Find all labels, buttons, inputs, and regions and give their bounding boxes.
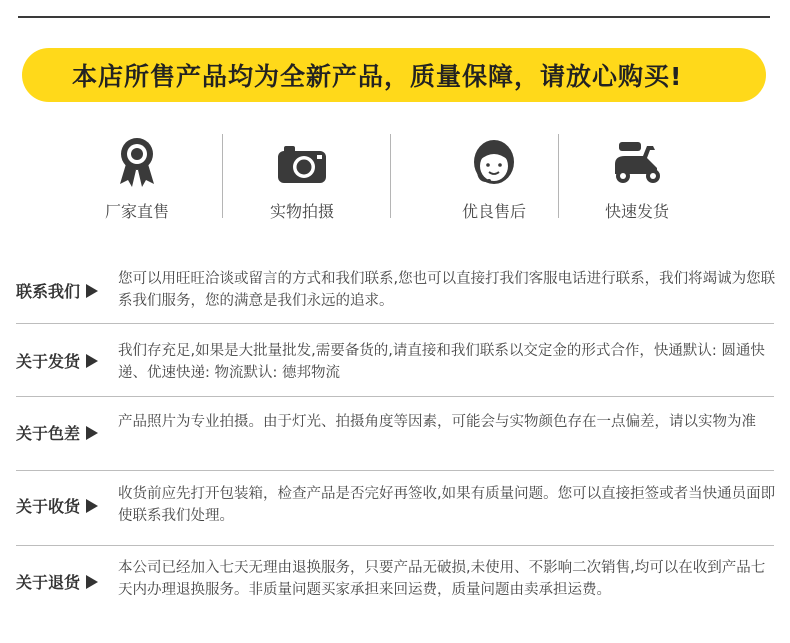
arrow-right-icon — [86, 575, 98, 589]
row-divider — [16, 396, 774, 397]
feature-divider — [222, 134, 223, 218]
row-label: 联系我们 — [16, 279, 98, 302]
promo-banner — [22, 48, 766, 102]
award-ribbon-icon — [109, 134, 165, 190]
feature-after-sales — [419, 132, 569, 226]
arrow-right-icon — [86, 354, 98, 368]
feature-factory-direct — [62, 132, 212, 226]
arrow-right-icon — [86, 284, 98, 298]
feature-real-photo — [227, 132, 377, 226]
row-divider — [16, 470, 774, 471]
banner-text: 本店所售产品均为全新产品，质量保障，请放心购买! — [72, 62, 683, 91]
scooter-icon — [609, 134, 665, 190]
feature-fast-shipping — [562, 132, 712, 226]
row-text: 我们存充足,如果是大批量批发,需要备货的,请直接和我们联系以交定金的形式合作，快通默认: 圆通快递、优速快递: 物流默认: 德邦物流 — [118, 343, 765, 381]
row-label: 关于色差 — [16, 421, 98, 444]
row-divider — [16, 323, 774, 324]
arrow-right-icon — [86, 426, 98, 440]
feature-divider — [390, 134, 391, 218]
top-divider — [18, 16, 770, 18]
row-label: 关于收货 — [16, 494, 98, 517]
row-label: 关于发货 — [16, 349, 98, 372]
feature-label: 实物拍摄 — [269, 202, 334, 221]
arrow-right-icon — [86, 499, 98, 513]
row-text: 收货前应先打开包装箱，检查产品是否完好再签收,如果有质量问题。您可以直接拒签或者当快通员面即使联系我们处理。 — [118, 486, 776, 524]
row-text: 您可以用旺旺洽谈或留言的方式和我们联系,您也可以直接打我们客服电话进行联系，我们将竭诚为您联系我们服务，您的满意是我们永远的追求。 — [118, 271, 776, 309]
row-text: 产品照片为专业拍摄。由于灯光、拍摄角度等因素，可能会与实物颜色存在一点偏差，请以实物为准 — [118, 414, 756, 430]
feature-label: 厂家直售 — [104, 202, 169, 221]
feature-strip — [62, 132, 722, 226]
row-label: 关于退货 — [16, 570, 98, 593]
feature-divider — [558, 134, 559, 218]
feature-label: 快速发货 — [604, 202, 669, 221]
row-text: 本公司已经加入七天无理由退换服务，只要产品无破损,未使用、不影响二次销售,均可以在收到产品七天内办理退换服务。非质量问题买家承担来回运费，质量问题由卖承担运费。 — [118, 560, 766, 598]
row-divider — [16, 545, 774, 546]
customer-service-icon — [466, 134, 522, 190]
camera-icon — [274, 134, 330, 190]
feature-label: 优良售后 — [461, 202, 526, 221]
